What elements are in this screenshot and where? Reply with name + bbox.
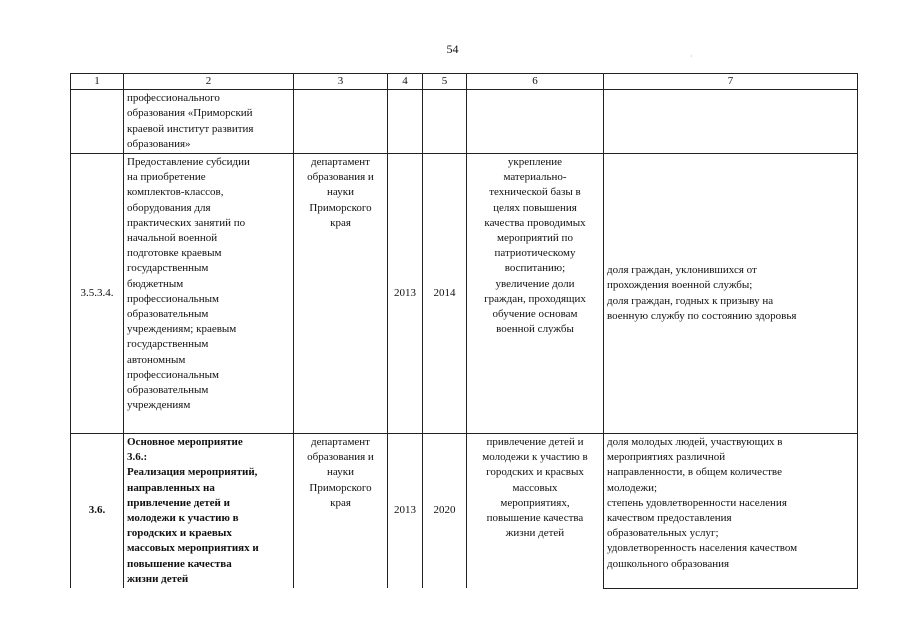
expected-result-cell: укрепление материально- технической базы в целях повышения качества проводимых мероприятий по патриотическому воспитанию; увеличение доли граждан, проходящих обучение основам военной службы	[467, 154, 604, 434]
column-number-row	[71, 74, 858, 90]
table-row	[71, 434, 858, 589]
page-number: 54	[446, 42, 459, 56]
activity-name-cell: профессионального образования «Приморский краевой институт развития образования»	[124, 90, 294, 154]
row-number-cell: 3.6.	[71, 434, 124, 589]
executor-cell: департамент образования и науки Приморского края	[294, 154, 388, 434]
expected-result-cell: привлечение детей и молодежи к участию в городских и красвых массовых мероприятиях, повышение качества жизни детей	[467, 434, 604, 589]
activity-name-cell: Предоставление субсидии на приобретение комплектов-классов, оборудования для практических занятий по начальной военной подготовке краевым государственным бюджетным профессиональным образовательным учреждениям; краевым государственным автономным профессиональным образовательным учреждениям	[124, 154, 294, 434]
table-row	[71, 90, 858, 154]
indicators-cell: доля молодых людей, участвующих в мероприятиях различной направленности, в общем количестве молодежи; степень удовлетворенности населения качеством предоставления образовательных услуг; удовлетворенность населения качеством дошкольного образования	[604, 434, 858, 589]
column-header-4: 4	[388, 74, 423, 90]
row-number-cell	[71, 90, 124, 154]
start-year-cell: 2013	[388, 154, 423, 434]
executor-cell	[294, 90, 388, 154]
column-header-1: 1	[71, 74, 124, 90]
start-year-cell	[388, 90, 423, 154]
executor-cell: департамент образования и науки Приморского края	[294, 434, 388, 589]
expected-result-cell	[467, 90, 604, 154]
indicators-cell	[604, 90, 858, 154]
table-row	[71, 154, 858, 434]
row-number-cell: 3.5.3.4.	[71, 154, 124, 434]
column-header-2: 2	[124, 74, 294, 90]
column-header-3: 3	[294, 74, 388, 90]
start-year-cell: 2013	[388, 434, 423, 589]
end-year-cell	[423, 90, 467, 154]
indicators-cell: доля граждан, уклонившихся от прохождения военной службы; доля граждан, годных к призыву на военную службу по состоянию здоровья	[604, 154, 858, 434]
end-year-cell: 2014	[423, 154, 467, 434]
column-header-6: 6	[467, 74, 604, 90]
column-header-7: 7	[604, 74, 858, 90]
activity-name-cell: Основное мероприятие 3.6.: Реализация мероприятий, направленных на привлечение детей и молодежи к участию в городских и краевых массовых мероприятиях и повышение качества жизни детей	[124, 434, 294, 589]
end-year-cell: 2020	[423, 434, 467, 589]
column-header-5: 5	[423, 74, 467, 90]
program-activities-table	[70, 73, 858, 589]
